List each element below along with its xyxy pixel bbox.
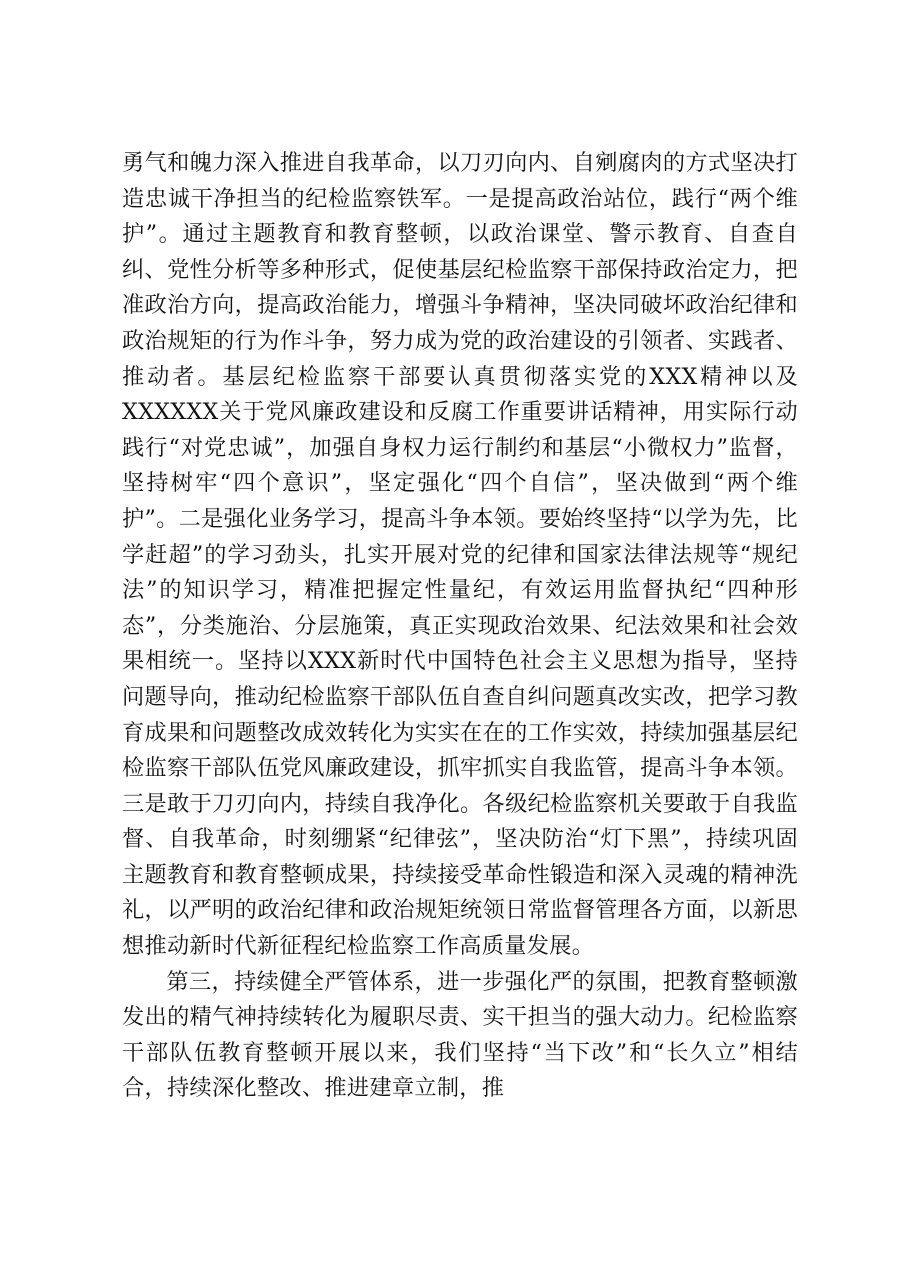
- paragraph-2: 第三，持续健全严管体系，进一步强化严的氛围，把教育整顿激发出的精气神持续转化为履职尽责、实干担当的强大动力。纪检监察干部队伍教育整顿开展以来，我们坚持“当下改”和“长久立”相结合，持续深化整改、推进建章立制，推: [122, 968, 798, 1102]
- paragraph-1: 勇气和魄力深入推进自我革命，以刀刃向内、自剜腐肉的方式坚决打造忠诚干净担当的纪检监察铁军。一是提高政治站位，践行“两个维护”。通过主题教育和教育整顿，以政治课堂、警示教育、自查自纠、党性分析等多种形式，促使基层纪检监察干部保持政治定力，把准政治方向，提高政治能力，增强斗争精神，坚决同破坏政治纪律和政治规矩的行为作斗争，努力成为党的政治建设的引领者、实践者、推动者。基层纪检监察干部要认真贯彻落实党的XXX精神以及XXXXXX关于党风廉政建设和反腐工作重要讲话精神，用实际行动践行“对党忠诚”，加强自身权力运行制约和基层“小微权力”监督，坚持树牢“四个意识”，坚定强化“四个自信”，坚决做到“两个维护”。二是强化业务学习，提高斗争本领。要始终坚持“以学为先，比学赶超”的学习劲头，扎实开展对党的纪律和国家法律法规等“规纪法”的知识学习，精准把握定性量纪，有效运用监督执纪“四种形态”，分类施治、分层施策，真正实现政治效果、纪法效果和社会效果相统一。坚持以XXX新时代中国特色社会主义思想为指导，坚持问题导向，推动纪检监察干部队伍自查自纠问题真改实改，把学习教育成果和问题整改成效转化为实实在在的工作实效，持续加强基层纪检监察干部队伍党风廉政建设，抓牢抓实自我监管，提高斗争本领。三是敢于刀刃向内，持续自我净化。各级纪检监察机关要敢于自我监督、自我革命，时刻绷紧“纪律弦”，坚决防治“灯下黑”，持续巩固主题教育和教育整顿成果，持续接受革命性锻造和深入灵魂的精神洗礼，以严明的政治纪律和政治规矩统领日常监督管理各方面，以新思想推动新时代新征程纪检监察工作高质量发展。: [122, 150, 798, 960]
- document-body: [122, 146, 798, 1107]
